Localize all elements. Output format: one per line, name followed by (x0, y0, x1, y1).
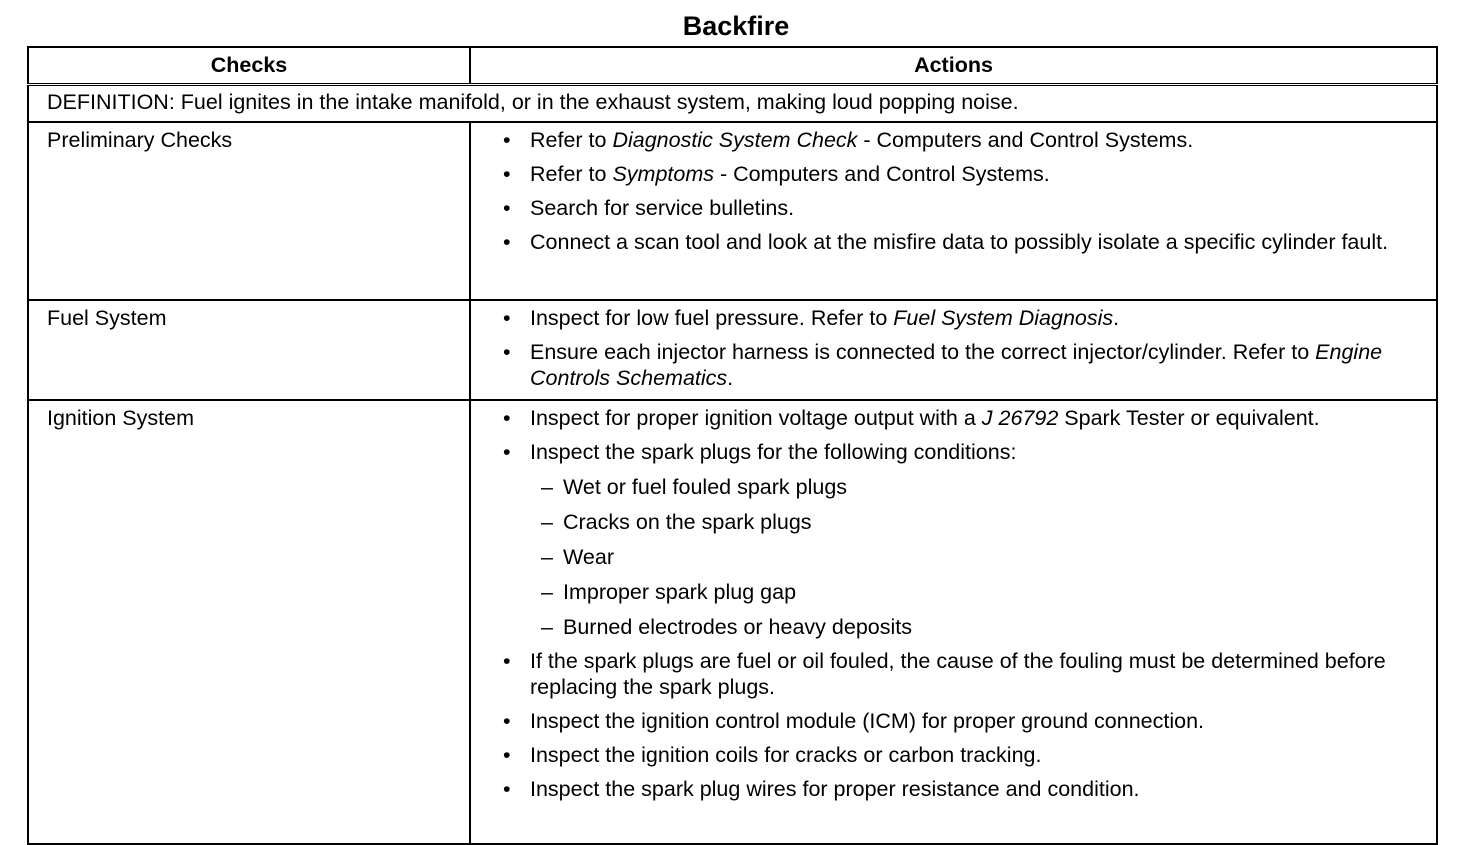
action-item (501, 742, 1416, 768)
action-list (501, 405, 1416, 802)
condition-list (530, 474, 1416, 640)
condition-text: Wear (563, 545, 614, 569)
bullet-glyph: • (503, 649, 511, 673)
action-text: Refer to (530, 162, 613, 186)
definition-row (28, 85, 1437, 123)
action-list (501, 305, 1416, 391)
action-item (501, 127, 1416, 153)
condition-item (530, 544, 1416, 570)
bullet-glyph: • (503, 306, 511, 330)
action-item (501, 439, 1416, 640)
action-reference: J 26792 (981, 406, 1059, 430)
dash-glyph: – (541, 545, 553, 569)
bullet-glyph: • (503, 440, 511, 464)
action-text: Inspect the ignition control module (ICM) for proper ground connection. (530, 709, 1205, 733)
action-text-tail: Spark Tester or equivalent. (1058, 406, 1320, 430)
condition-item (530, 474, 1416, 500)
actions-column-header: Actions (470, 47, 1437, 85)
check-name: Ignition System (28, 400, 470, 844)
bullet-glyph: • (503, 743, 511, 767)
action-reference: Fuel System Diagnosis (893, 306, 1114, 330)
action-text: Inspect the ignition coils for cracks or carbon tracking. (530, 743, 1042, 767)
action-text-tail: - Computers and Control Systems. (857, 128, 1194, 152)
bullet-glyph: • (503, 230, 511, 254)
condition-text: Wet or fuel fouled spark plugs (563, 475, 848, 499)
dash-glyph: – (541, 615, 553, 639)
action-item (501, 339, 1416, 391)
action-item (501, 229, 1416, 255)
table-row (28, 400, 1437, 844)
action-text: Connect a scan tool and look at the misfire data to possibly isolate a specific cylinder fault. (530, 230, 1389, 254)
table-row (28, 300, 1437, 400)
bullet-glyph: • (503, 709, 511, 733)
bullet-glyph: • (503, 196, 511, 220)
dash-glyph: – (541, 475, 553, 499)
check-name: Preliminary Checks (28, 122, 470, 300)
condition-text: Burned electrodes or heavy deposits (563, 615, 912, 639)
actions-cell (470, 122, 1437, 300)
backfire-table (27, 46, 1438, 845)
definition-text: DEFINITION: Fuel ignites in the intake manifold, or in the exhaust system, making loud popping noise. (28, 85, 1437, 123)
condition-text: Improper spark plug gap (563, 580, 797, 604)
action-text: Search for service bulletins. (530, 196, 795, 220)
condition-text: Cracks on the spark plugs (563, 510, 812, 534)
action-text: Ensure each injector harness is connected to the correct injector/cylinder. Refer to (530, 340, 1316, 364)
action-item (501, 161, 1416, 187)
action-item (501, 776, 1416, 802)
bullet-glyph: • (503, 162, 511, 186)
action-text: If the spark plugs are fuel or oil fouled, the cause of the fouling must be determined before replacing the spark plugs. (530, 649, 1386, 699)
condition-item (530, 579, 1416, 605)
dash-glyph: – (541, 580, 553, 604)
action-item (501, 195, 1416, 221)
bullet-glyph: • (503, 777, 511, 801)
table-row (28, 122, 1437, 300)
action-item (501, 708, 1416, 734)
actions-cell (470, 400, 1437, 844)
action-text: Inspect for proper ignition voltage output with a (530, 406, 982, 430)
action-reference: Engine Controls Schematics (530, 340, 1383, 390)
action-text-tail: . (1113, 306, 1120, 330)
condition-item (530, 509, 1416, 535)
action-text: Inspect the spark plug wires for proper resistance and condition. (530, 777, 1140, 801)
checks-column-header: Checks (28, 47, 470, 85)
action-text: Inspect for low fuel pressure. Refer to (530, 306, 894, 330)
action-reference: Symptoms (612, 162, 715, 186)
action-text-tail: - Computers and Control Systems. (714, 162, 1050, 186)
action-text: Refer to (530, 128, 613, 152)
action-text-tail: . (727, 366, 734, 390)
bullet-glyph: • (503, 128, 511, 152)
actions-cell (470, 300, 1437, 400)
action-item (501, 405, 1416, 431)
check-name: Fuel System (28, 300, 470, 400)
action-item (501, 648, 1416, 700)
table-header-row (28, 47, 1437, 85)
bullet-glyph: • (503, 340, 511, 364)
dash-glyph: – (541, 510, 553, 534)
document-title: Backfire (682, 11, 790, 41)
condition-item (530, 614, 1416, 640)
action-reference: Diagnostic System Check (612, 128, 858, 152)
action-item (501, 305, 1416, 331)
action-text: Inspect the spark plugs for the following conditions: (530, 440, 1017, 464)
action-list (501, 127, 1416, 255)
bullet-glyph: • (503, 406, 511, 430)
